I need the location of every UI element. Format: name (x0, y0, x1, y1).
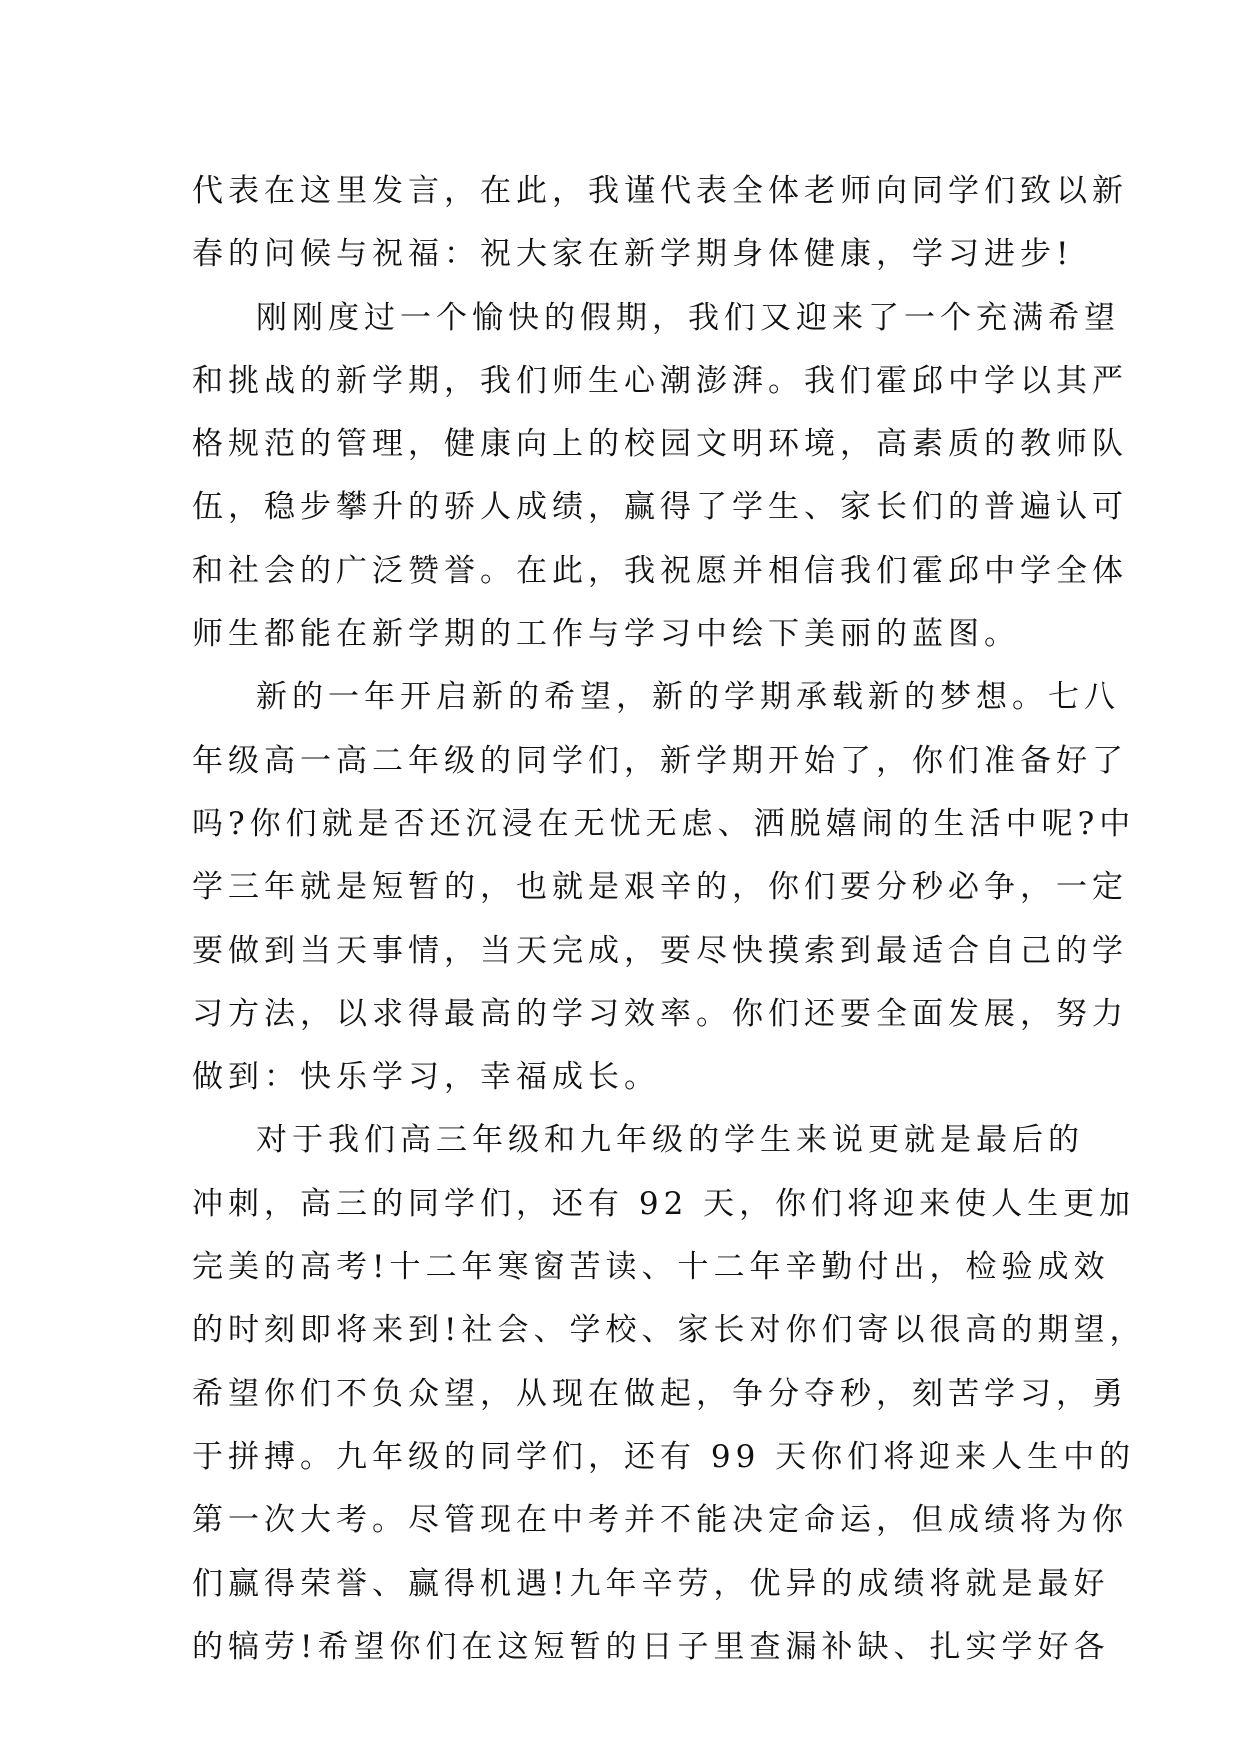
text-line: 要做到当天事情，当天完成，要尽快摸索到最适合自己的学 (192, 932, 1128, 969)
text-line: 春的问候与祝福：祝大家在新学期身体健康，学习进步! (192, 236, 1074, 273)
paragraph-first-line: 对于我们高三年级和九年级的学生来说更就是最后的 (256, 1122, 1084, 1159)
text-line: 的时刻即将来到!社会、学校、家长对你们寄以很高的期望， (192, 1312, 1146, 1349)
text-line: 于拼搏。九年级的同学们，还有 99 天你们将迎来人生中的 (192, 1438, 1136, 1475)
text-line: 完美的高考!十二年寒窗苦读、十二年辛勤付出，检验成效 (192, 1249, 1110, 1286)
paragraph-first-line: 新的一年开启新的希望，新的学期承载新的梦想。七八 (256, 679, 1120, 716)
text-line: 希望你们不负众望，从现在做起，争分夺秒，刻苦学习，勇 (192, 1375, 1128, 1412)
text-line: 年级高一高二年级的同学们，新学期开始了，你们准备好了 (192, 742, 1128, 779)
text-line: 们赢得荣誉、赢得机遇!九年辛劳，优异的成绩将就是最好 (192, 1565, 1110, 1602)
text-line: 做到：快乐学习，幸福成长。 (192, 1059, 660, 1096)
text-line: 第一次大考。尽管现在中考并不能决定命运，但成绩将为你 (192, 1502, 1128, 1539)
text-line: 吗?你们就是否还沉浸在无忧无虑、洒脱嬉闹的生活中呢?中 (192, 805, 1136, 842)
text-line: 的犒劳!希望你们在这短暂的日子里查漏补缺、扎实学好各 (192, 1628, 1110, 1665)
text-line: 伍，稳步攀升的骄人成绩，赢得了学生、家长们的普遍认可 (192, 489, 1128, 526)
text-line: 学三年就是短暂的，也就是艰辛的，你们要分秒必争，一定 (192, 869, 1128, 906)
document-body (192, 160, 1146, 1679)
text-line: 冲刺，高三的同学们，还有 92 天，你们将迎来使人生更加 (192, 1185, 1136, 1222)
text-line: 代表在这里发言，在此，我谨代表全体老师向同学们致以新 (192, 173, 1128, 209)
text-line: 习方法，以求得最高的学习效率。你们还要全面发展，努力 (192, 995, 1128, 1032)
text-line: 和挑战的新学期，我们师生心潮澎湃。我们霍邱中学以其严 (192, 362, 1128, 399)
text-line: 和社会的广泛赞誉。在此，我祝愿并相信我们霍邱中学全体 (192, 552, 1128, 589)
paragraph-first-line: 刚刚度过一个愉快的假期，我们又迎来了一个充满希望 (256, 299, 1120, 336)
text-line: 师生都能在新学期的工作与学习中绘下美丽的蓝图。 (192, 616, 1020, 653)
text-line: 格规范的管理，健康向上的校园文明环境，高素质的教师队 (192, 426, 1128, 463)
